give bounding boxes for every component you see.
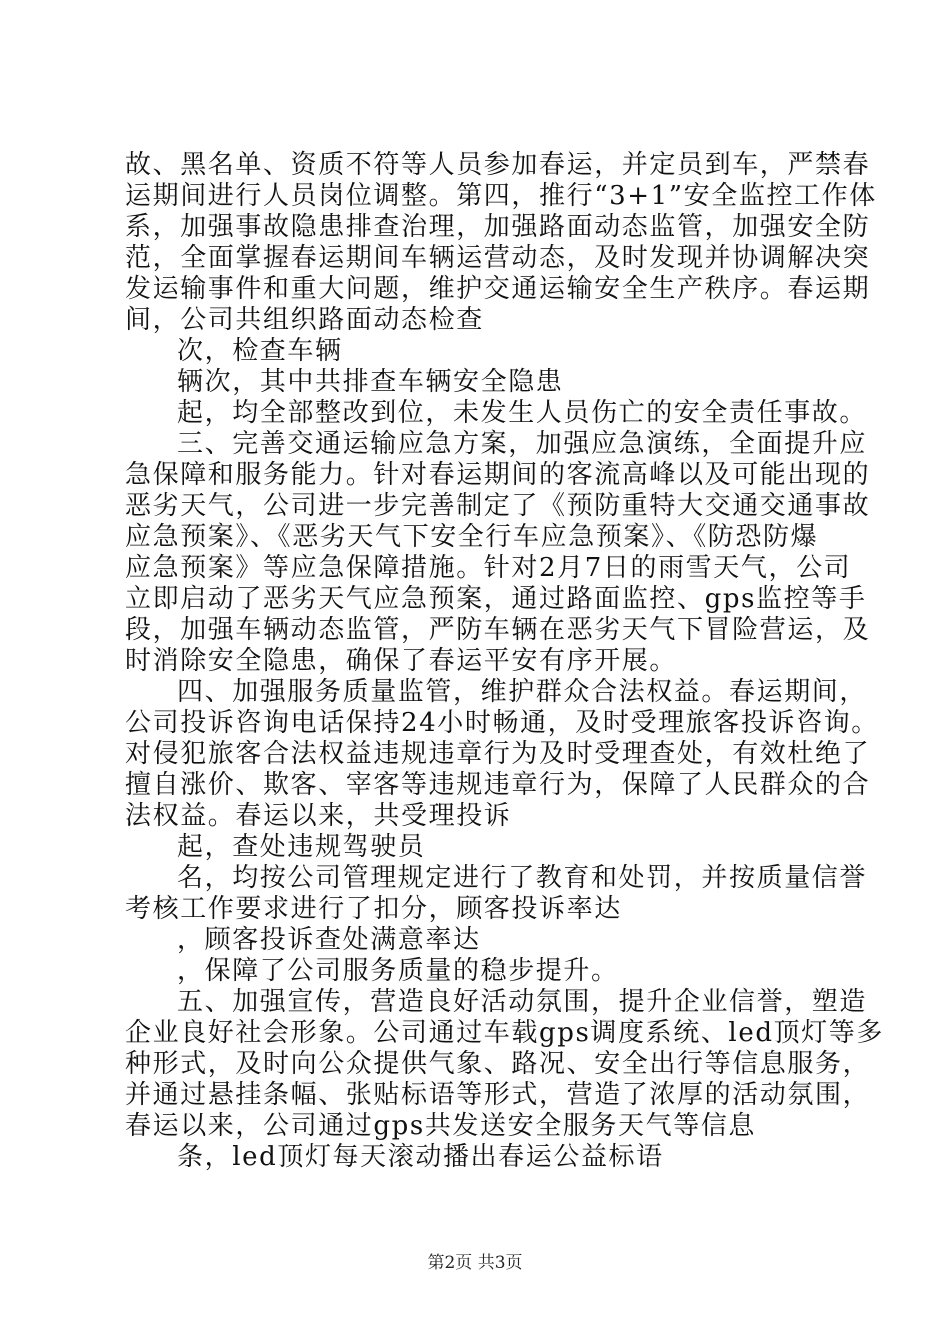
text-line: 运期间进行人员岗位调整。第四，推行“3+1”安全监控工作体 — [125, 181, 877, 211]
text-line: 段，加强车辆动态监管，严防车辆在恶劣天气下冒险营运，及 — [125, 615, 871, 645]
text-line: 恶劣天气，公司进一步完善制定了《预防重特大交通交通事故 — [125, 491, 871, 521]
text-line: 考核工作要求进行了扣分，顾客投诉率达 — [125, 894, 622, 924]
text-line: 种形式，及时向公众提供气象、路况、安全出行等信息服务， — [125, 1049, 871, 1079]
text-line: ，顾客投诉查处满意率达 — [177, 925, 481, 955]
text-line: 间，公司共组织路面动态检查 — [125, 305, 484, 335]
text-line: 擅自涨价、欺客、宰客等违规违章行为，保障了人民群众的合 — [125, 770, 871, 800]
text-line: 系，加强事故隐患排查治理，加强路面动态监管，加强安全防 — [125, 212, 871, 242]
text-line: 并通过悬挂条幅、张贴标语等形式，营造了浓厚的活动氛围， — [125, 1080, 871, 1110]
text-line: ，保障了公司服务质量的稳步提升。 — [177, 956, 619, 986]
text-line: 发运输事件和重大问题，维护交通运输安全生产秩序。春运期 — [125, 274, 871, 304]
text-line: 条，led顶灯每天滚动播出春运公益标语 — [177, 1142, 664, 1172]
document-body — [125, 150, 884, 1173]
text-line: 名，均按公司管理规定进行了教育和处罚，并按质量信誉 — [177, 863, 868, 893]
text-line: 起，均全部整改到位，未发生人员伤亡的安全责任事故。 — [177, 398, 868, 428]
text-line: 法权益。春运以来，共受理投诉 — [125, 801, 512, 831]
text-line: 应急预案》等应急保障措施。针对2月7日的雨雪天气，公司 — [125, 553, 852, 583]
text-line: 立即启动了恶劣天气应急预案，通过路面监控、gps监控等手 — [125, 584, 867, 614]
text-line: 公司投诉咨询电话保持24小时畅通，及时受理旅客投诉咨询。 — [125, 708, 879, 738]
text-line: 起，查处违规驾驶员 — [177, 832, 426, 862]
text-line: 五、加强宣传，营造良好活动氛围，提升企业信誉，塑造 — [177, 987, 868, 1017]
text-line: 四、加强服务质量监管，维护群众合法权益。春运期间， — [177, 677, 868, 707]
text-line: 故、黑名单、资质不符等人员参加春运，并定员到车，严禁春 — [125, 150, 871, 180]
text-line: 辆次，其中共排查车辆安全隐患 — [177, 367, 564, 397]
page-footer: 第2页 共3页 — [427, 1253, 523, 1273]
text-line: 春运以来，公司通过gps共发送安全服务天气等信息 — [125, 1111, 757, 1141]
text-line: 企业良好社会形象。公司通过车载gps调度系统、led顶灯等多 — [125, 1018, 884, 1048]
text-line: 范，全面掌握春运期间车辆运营动态，及时发现并协调解决突 — [125, 243, 871, 273]
text-line: 三、完善交通运输应急方案，加强应急演练，全面提升应 — [177, 429, 868, 459]
text-line: 次，检查车辆 — [177, 336, 343, 366]
text-line: 时消除安全隐患，确保了春运平安有序开展。 — [125, 646, 678, 676]
text-line: 应急预案》、《恶劣天气下安全行车应急预案》、《防恐防爆 — [125, 522, 819, 552]
text-line: 对侵犯旅客合法权益违规违章行为及时受理查处，有效杜绝了 — [125, 739, 871, 769]
text-line: 急保障和服务能力。针对春运期间的客流高峰以及可能出现的 — [125, 460, 871, 490]
